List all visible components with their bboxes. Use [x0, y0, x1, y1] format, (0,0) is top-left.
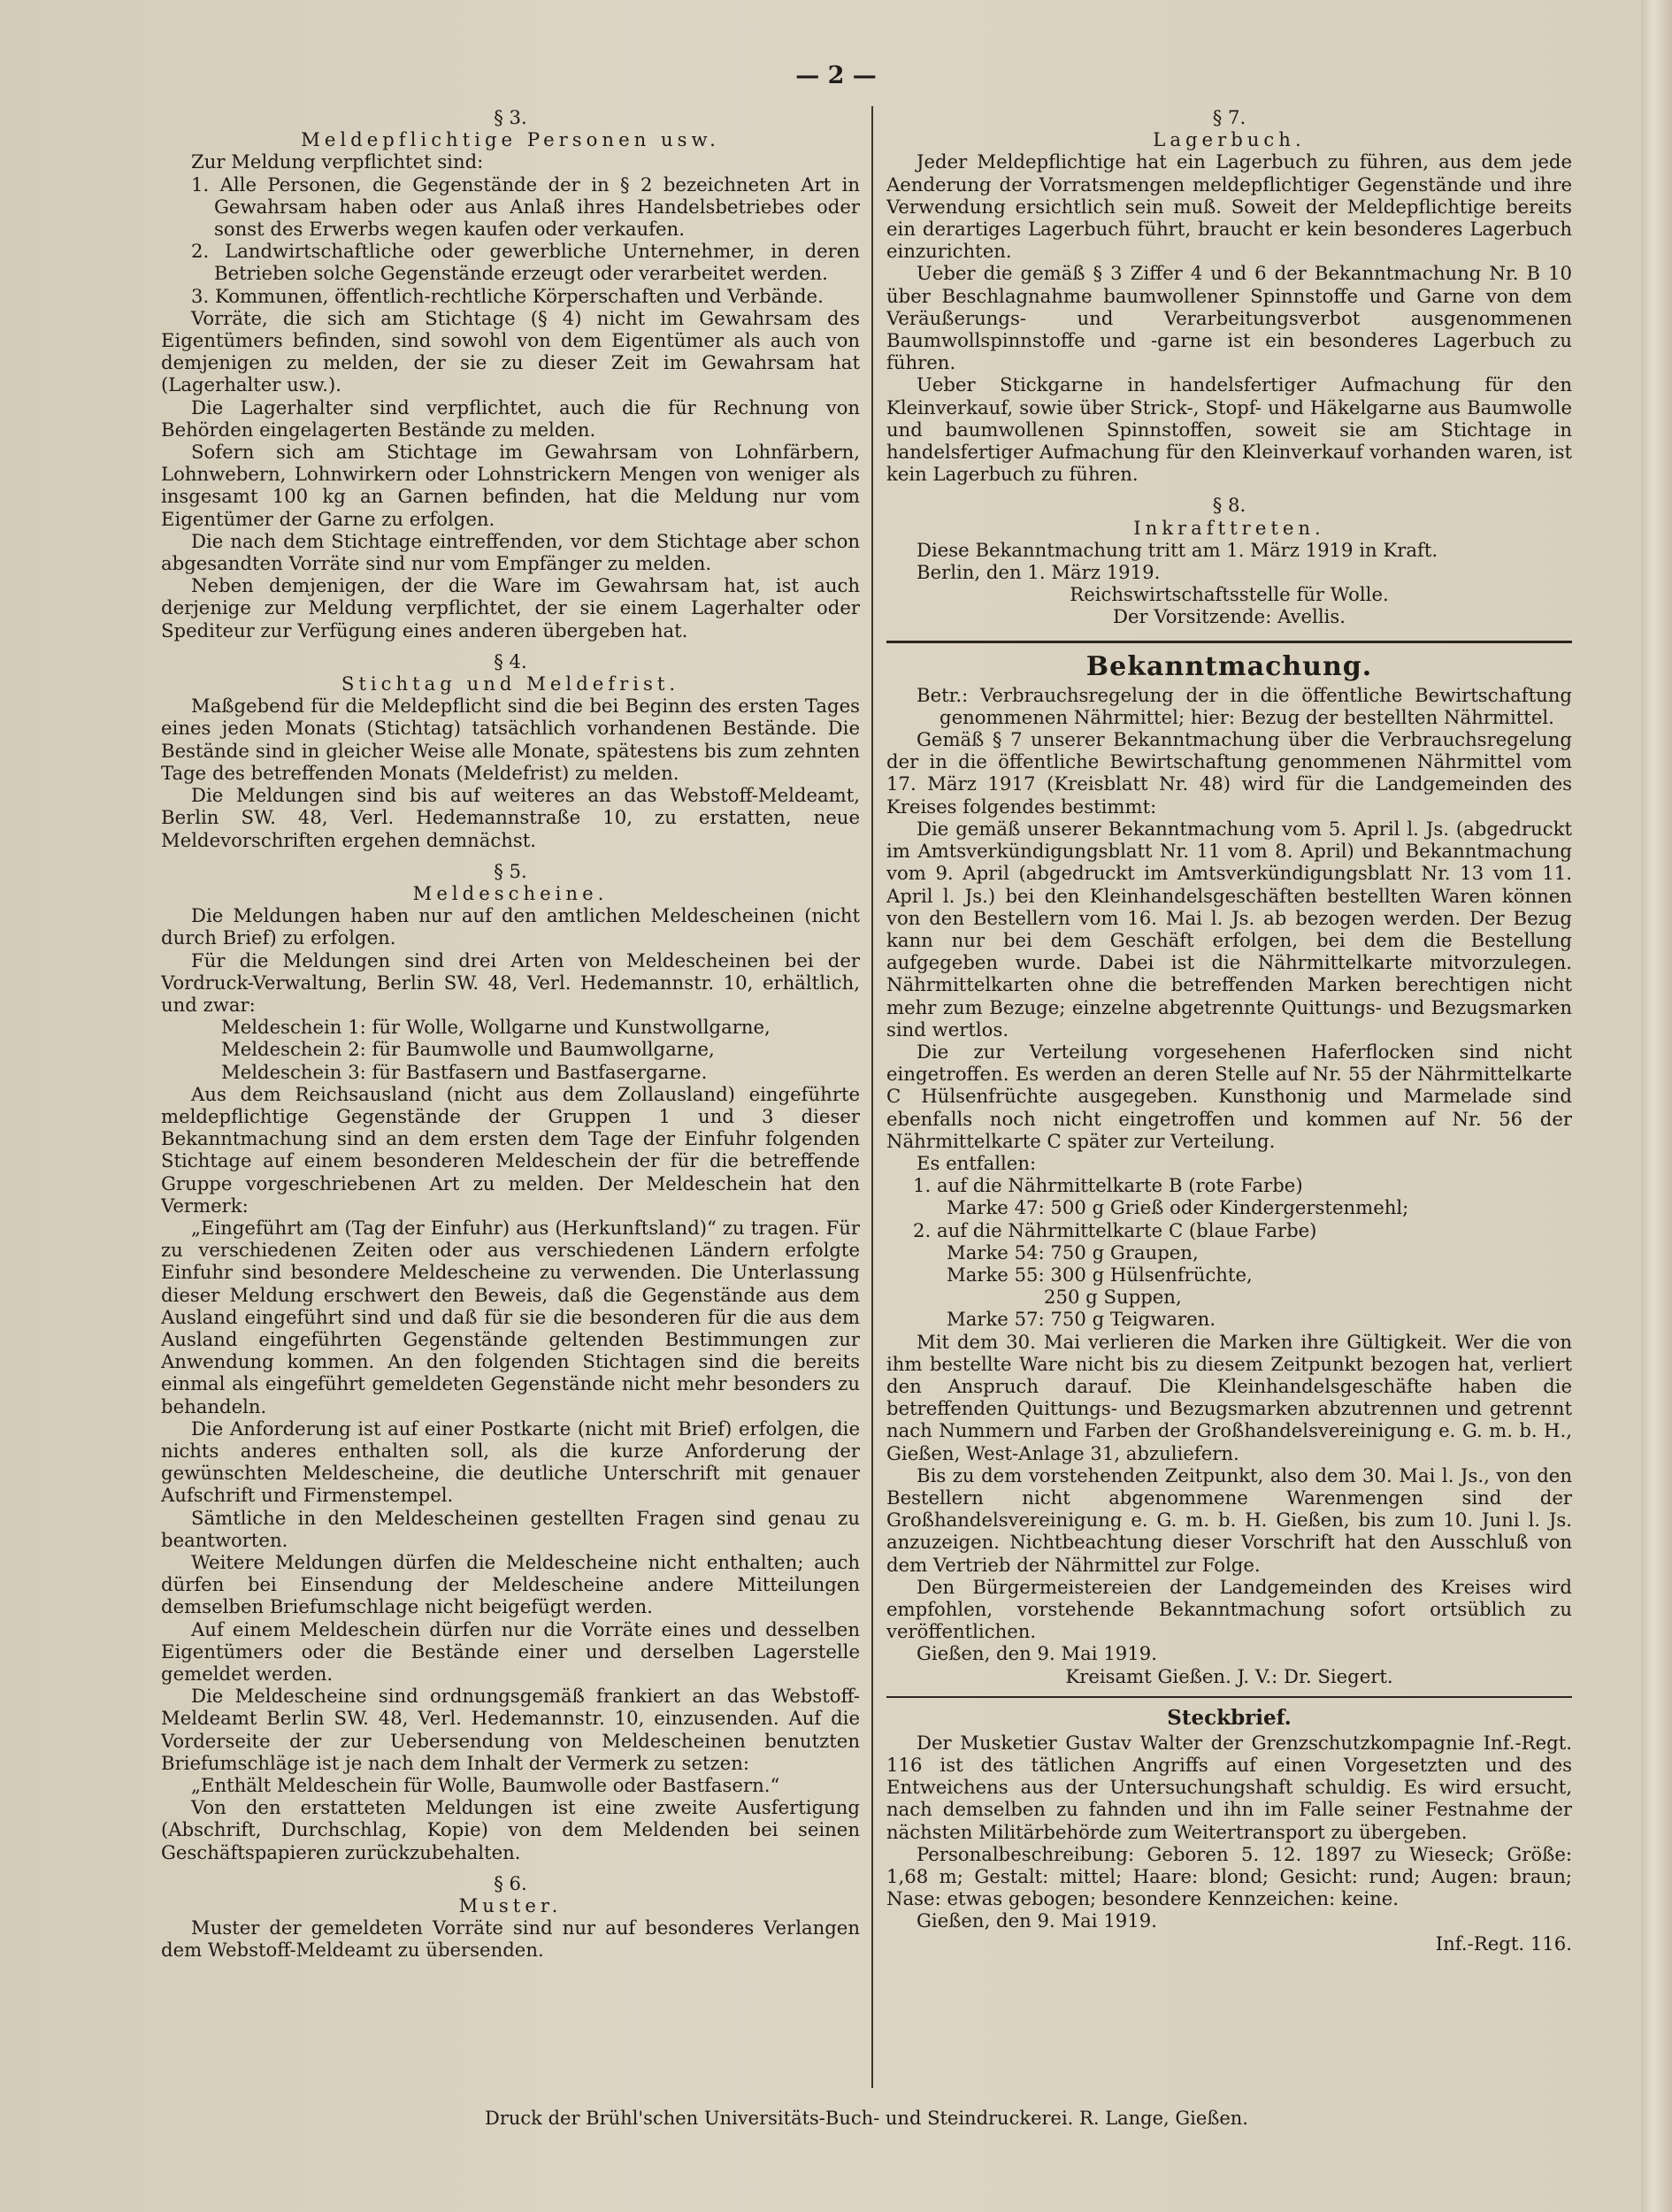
section-7-paragraph: Jeder Meldepflichtige hat ein Lagerbuch zu führen, aus dem jede Aenderung der Vorratsmengen meldepflichtiger Gegenstände und ihre Verwendung ersichtlich sein muß. Soweit der Meldepflichtige bereits ein derartiges Lagerbuch führt, braucht er kein besonderes Lagerbuch einzurichten.: [886, 150, 1572, 263]
bekanntmachung-paragraph: Bis zu dem vorstehenden Zeitpunkt, also dem 30. Mai l. Js., von den Bestellern nicht abgenommene Warenmengen sind der Großhandelsvereinigung e. G. m. b. H. Gießen, bis zum 10. Juni l. Js. anzuzeigen. Nichtbeachtung dieser Vorschrift hat den Ausschluß von dem Vertrieb der Nährmittel zur Folge.: [886, 1463, 1572, 1576]
section-7-paragraph: Ueber Stickgarne in handelsfertiger Aufmachung für den Kleinverkauf, sowie über Strick-, Stopf- und Häkelgarne aus Baumwolle und baumwollenen Spinnstoffen, soweit sie am Stichtage in handelsfertiger Aufmachung für den Kleinverkauf vorhanden waren, ist kein Lagerbuch zu führen.: [886, 373, 1572, 486]
section-3-paragraph: Neben demjenigen, der die Ware im Gewahrsam hat, ist auch derjenige zur Meldung verpflichtet, der sie einem Lagerhalter oder Spediteur zur Verfügung eines anderen übergeben hat.: [161, 574, 860, 641]
bekanntmachung-paragraph: Mit dem 30. Mai verlieren die Marken ihre Gültigkeit. Wer die von ihm bestellte Ware nicht bis zu diesem Zeitpunkt bezogen hat, verliert den Anspruch darauf. Die Kleinhandelsgeschäfte haben die betreffenden Quittungs- und Bezugsmarken abzutrennen und getrennt nach Nummern und Farben der Großhandelsvereinigung e. G. m. b. H., Gießen, West-Anlage 31, abzuliefern.: [886, 1330, 1572, 1464]
section-6-title: § 6.: [494, 1871, 527, 1894]
section-8-date: Berlin, den 1. März 1919.: [917, 561, 1161, 584]
bekanntmachung-paragraph: Die gemäß unserer Bekanntmachung vom 5. April l. Js. (abgedruckt im Amtsverkündigungsblatt Nr. 11 vom 8. April) und Bekanntmachung vom 9. April (abgedruckt im Amtsverkündigungsblatt Nr. 13 vom 11. April l. Js.) bei den Kleinhandelsgeschäften bestellten Waren können von den Bestellern vom 16. Mai l. Js. ab bezogen werden. Der Bezug kann nur bei dem Geschäft erfolgen, bei dem die Bestellung aufgegeben wurde. Dabei ist die Nährmittelkarte mitvorzulegen. Nährmittelkarten ohne die betreffenden Marken berechtigen nicht mehr zum Bezuge; einzelne abgetrennte Quittungs- und Bezugsmarken sind wertlos.: [886, 817, 1572, 1041]
ration-card-mark: 250 g Suppen,: [1044, 1286, 1182, 1309]
section-5-quote: „Enthält Meldeschein für Wolle, Baumwolle oder Bastfasern.“: [191, 1774, 780, 1797]
section-5-quote: „Eingeführt am (Tag der Einfuhr) aus (Herkunftsland)“ zu tragen. Für zu verschiedenen Zeiten oder aus verschiedenen Ländern erfolgte Einfuhr sind besondere Meldescheine zu verwenden. Die Unterlassung dieser Meldung erschwert den Beweis, daß die Gegenstände aus dem Ausland eingeführt sind und daß für sie die besonderen für die aus dem Ausland eingeführten Gegenstände geltenden Bestimmungen zur Anwendung kommen. An den folgenden Stichtagen sind die bereits einmal als eingeführt gemeldeten Gegenstände nicht mehr besonders zu behandeln.: [161, 1216, 860, 1417]
page-gutter: [1641, 0, 1672, 2212]
left-column: [161, 106, 860, 2088]
section-5-paragraph: Die Anforderung ist auf einer Postkarte (nicht mit Brief) erfolgen, die nichts anderes enthalten soll, als die kurze Anforderung der gewünschten Meldescheine, die deutliche Unterschrift mit genauer Aufschrift und Firmenstempel.: [161, 1417, 860, 1507]
printer-imprint: Druck der Brühl'schen Universitäts-Buch- und Steindruckerei. R. Lange, Gießen.: [485, 2108, 1248, 2129]
section-5-paragraph: Auf einem Meldeschein dürfen nur die Vorräte eines und desselben Eigentümers oder die Bestände einer und derselben Lagerstelle gemeldet werden.: [161, 1617, 860, 1686]
section-7-title: § 7.: [1212, 106, 1246, 128]
section-5-paragraph: Für die Meldungen sind drei Arten von Meldescheinen bei der Vordruck-Verwaltung, Berlin SW. 48, Verl. Hedemannstr. 10, erhältlich, und zwar:: [161, 949, 860, 1016]
section-4-paragraph: Die Meldungen sind bis auf weiteres an das Webstoff-Meldeamt, Berlin SW. 48, Verl. Hedemannstraße 10, zu erstatten, neue Meldevorschriften ergehen demnächst.: [161, 784, 860, 851]
section-8-paragraph: Diese Bekanntmachung tritt am 1. März 1919 in Kraft.: [917, 538, 1438, 561]
section-8-heading: Inkrafttreten.: [1133, 516, 1325, 539]
section-5-paragraph: Die Meldungen haben nur auf den amtlichen Meldescheinen (nicht durch Brief) zu erfolgen.: [161, 904, 860, 949]
section-4-paragraph: Maßgebend für die Meldepflicht sind die bei Beginn des ersten Tages eines jeden Monats (Stichtag) tatsächlich vorhandenen Bestände. Die Bestände sind in gleicher Weise alle Monate, spätestens bis zum zehnten Tage des betreffenden Monats (Meldefrist) zu melden.: [161, 695, 860, 784]
section-3-item-3: 3. Kommunen, öffentlich-rechtliche Körperschaften und Verbände.: [191, 284, 824, 307]
right-column: [886, 106, 1572, 2088]
section-8-office: Reichswirtschaftsstelle für Wolle.: [1070, 583, 1389, 606]
section-7-paragraph: Ueber die gemäß § 3 Ziffer 4 und 6 der Bekanntmachung Nr. B 10 über Beschlagnahme baumwollener Spinnstoffe und Garne von dem Veräußerungs- und Verarbeitungsverbot ausgenommenen Baumwollspinnstoffe und -garne ist ein besonderes Lagerbuch zu führen.: [886, 262, 1572, 374]
section-5-paragraph: Sämtliche in den Meldescheinen gestellten Fragen sind genau zu beantworten.: [161, 1506, 860, 1551]
bekanntmachung-entfallen: Es entfallen:: [917, 1151, 1037, 1174]
steckbrief-signature: Inf.-Regt. 116.: [1435, 1932, 1572, 1955]
section-3-item-1: 1. Alle Personen, die Gegenstände der in § 2 bezeichneten Art in Gewahrsam haben oder aus Anlaß ihres Handelsbetriebes oder sonst des Erwerbs wegen kaufen oder verkaufen.: [191, 173, 860, 241]
ration-card-item: 2. auf die Nährmittelkarte C (blaue Farbe): [913, 1218, 1317, 1241]
article-separator: [886, 641, 1572, 643]
section-3-title: § 3.: [494, 106, 527, 128]
section-5-paragraph: Von den erstatteten Meldungen ist eine zweite Ausfertigung (Abschrift, Durchschlag, Kopie) von dem Meldenden bei seinen Geschäftspapieren zurückzubehalten.: [161, 1796, 860, 1863]
bekanntmachung-date: Gießen, den 9. Mai 1919.: [917, 1642, 1157, 1665]
section-3-item-2: 2. Landwirtschaftliche oder gewerbliche Unternehmer, in deren Betrieben solche Gegenstände erzeugt oder verarbeitet werden.: [191, 240, 860, 285]
section-3-paragraph: Sofern sich am Stichtage im Gewahrsam von Lohnfärbern, Lohnwebern, Lohnwirkern oder Lohnstrickern Mengen von weniger als insgesamt 100 kg an Garnen befinden, hat die Meldung nur vom Eigentümer der Garne zu erfolgen.: [161, 441, 860, 530]
page-number: — 2 —: [795, 62, 877, 89]
bekanntmachung-paragraph: Gemäß § 7 unserer Bekanntmachung über die Verbrauchsregelung der in die öffentliche Bewirtschaftung genommenen Nährmittel vom 17. März 1917 (Kreisblatt Nr. 48) wird für die Landgemeinden des Kreises folgendes bestimmt:: [886, 728, 1572, 818]
ration-card-mark: Marke 57: 750 g Teigwaren.: [947, 1308, 1216, 1331]
section-3-heading: Meldepflichtige Personen usw.: [301, 128, 720, 151]
section-5-paragraph: Aus dem Reichsausland (nicht aus dem Zollausland) eingeführte meldepflichtige Gegenstände der Gruppen 1 und 3 dieser Bekanntmachung sind an dem ersten dem Tage der Einfuhr folgenden Stichtage auf einem besonderen Meldeschein der für die betreffende Gruppe vorgeschriebenen Art zu melden. Der Meldeschein hat den Vermerk:: [161, 1082, 860, 1217]
bekanntmachung-signature: Kreisamt Gießen. J. V.: Dr. Siegert.: [1065, 1664, 1393, 1687]
section-5-heading: Meldescheine.: [412, 881, 609, 904]
steckbrief-date: Gießen, den 9. Mai 1919.: [917, 1909, 1157, 1932]
meldeschein-list-item: Meldeschein 2: für Baumwolle und Baumwollgarne,: [221, 1038, 715, 1061]
section-3-intro: Zur Meldung verpflichtet sind:: [191, 150, 484, 173]
section-5-title: § 5.: [494, 859, 527, 882]
column-divider: [871, 106, 873, 2088]
section-3-paragraph: Die Lagerhalter sind verpflichtet, auch die für Rechnung von Behörden eingelagerten Bestände zu melden.: [161, 396, 860, 441]
section-4-title: § 4.: [494, 649, 527, 672]
bekanntmachung-heading: Bekanntmachung.: [1085, 650, 1373, 682]
article-separator: [886, 1696, 1572, 1698]
section-8-title: § 8.: [1212, 494, 1246, 517]
steckbrief-description: Personalbeschreibung: Geboren 5. 12. 1897 zu Wieseck; Größe: 1,68 m; Gestalt: mittel; Haare: blond; Gesicht: rund; Augen: braun; Nase: etwas gebogen; besondere Kennzeichen: keine.: [886, 1842, 1572, 1910]
section-6-heading: Muster.: [458, 1894, 563, 1917]
ration-card-mark: Marke 54: 750 g Graupen,: [947, 1240, 1199, 1263]
section-8-chair: Der Vorsitzende: Avellis.: [1112, 605, 1346, 628]
bekanntmachung-paragraph: Die zur Verteilung vorgesehenen Haferflocken sind nicht eingetroffen. Es werden an deren Stelle auf Nr. 55 der Nährmittelkarte C Hülsenfrüchte ausgegeben. Kunsthonig und Marmelade sind ebenfalls noch nicht eingetroffen und kommen auf Nr. 56 der Nährmittelkarte C später zur Verteilung.: [886, 1040, 1572, 1152]
steckbrief-heading: Steckbrief.: [1167, 1705, 1292, 1730]
ration-card-item: 1. auf die Nährmittelkarte B (rote Farbe): [913, 1174, 1303, 1197]
section-5-paragraph: Die Meldescheine sind ordnungsgemäß frankiert an das Webstoff-Meldeamt Berlin SW. 48, Verl. Hedemannstr. 10, einzusenden. Auf die Vorderseite der zur Uebersendung von Meldescheinen benutzten Briefumschläge ist je nach dem Inhalt der Vermerk zu setzen:: [161, 1685, 860, 1774]
section-7-heading: Lagerbuch.: [1153, 128, 1306, 151]
meldeschein-list-item: Meldeschein 1: für Wolle, Wollgarne und Kunstwollgarne,: [221, 1016, 771, 1039]
ration-card-mark: Marke 47: 500 g Grieß oder Kindergerstenmehl;: [947, 1196, 1409, 1219]
section-6-paragraph: Muster der gemeldeten Vorräte sind nur auf besonderes Verlangen dem Webstoff-Meldeamt zu übersenden.: [161, 1916, 860, 1962]
section-3-paragraph: Die nach dem Stichtage eintreffenden, vor dem Stichtage aber schon abgesandten Vorräte sind nur vom Empfänger zu melden.: [161, 529, 860, 575]
ration-card-mark: Marke 55: 300 g Hülsenfrüchte,: [947, 1263, 1253, 1286]
steckbrief-paragraph: Der Musketier Gustav Walter der Grenzschutzkompagnie Inf.-Regt. 116 ist des tätlichen Angriffs auf einen Vorgesetzten und des Entweichens aus der Untersuchungshaft schuldig. Es wird ersucht, nach demselben zu fahnden und ihn im Falle seiner Festnahme der nächsten Militärbehörde zum Weitertransport zu übergeben.: [886, 1731, 1572, 1843]
bekanntmachung-paragraph: Den Bürgermeistereien der Landgemeinden des Kreises wird empfohlen, vorstehende Bekanntmachung sofort ortsüblich zu veröffentlichen.: [886, 1575, 1572, 1643]
section-3-paragraph: Vorräte, die sich am Stichtage (§ 4) nicht im Gewahrsam des Eigentümers befinden, sind sowohl von dem Eigentümer als auch von demjenigen zu melden, der sie zu dieser Zeit im Gewahrsam hat (Lagerhalter usw.).: [161, 306, 860, 396]
meldeschein-list-item: Meldeschein 3: für Bastfasern und Bastfasergarne.: [221, 1060, 708, 1083]
bekanntmachung-subject: Betr.: Verbrauchsregelung der in die öffentliche Bewirtschaftung genommenen Nährmittel; hier: Bezug der bestellten Nährmittel.: [917, 683, 1572, 728]
section-4-heading: Stichtag und Meldefrist.: [341, 672, 680, 695]
section-5-paragraph: Weitere Meldungen dürfen die Meldescheine nicht enthalten; auch dürfen bei Einsendung der Meldescheine andere Mitteilungen demselben Briefumschlage nicht beigefügt werden.: [161, 1551, 860, 1618]
